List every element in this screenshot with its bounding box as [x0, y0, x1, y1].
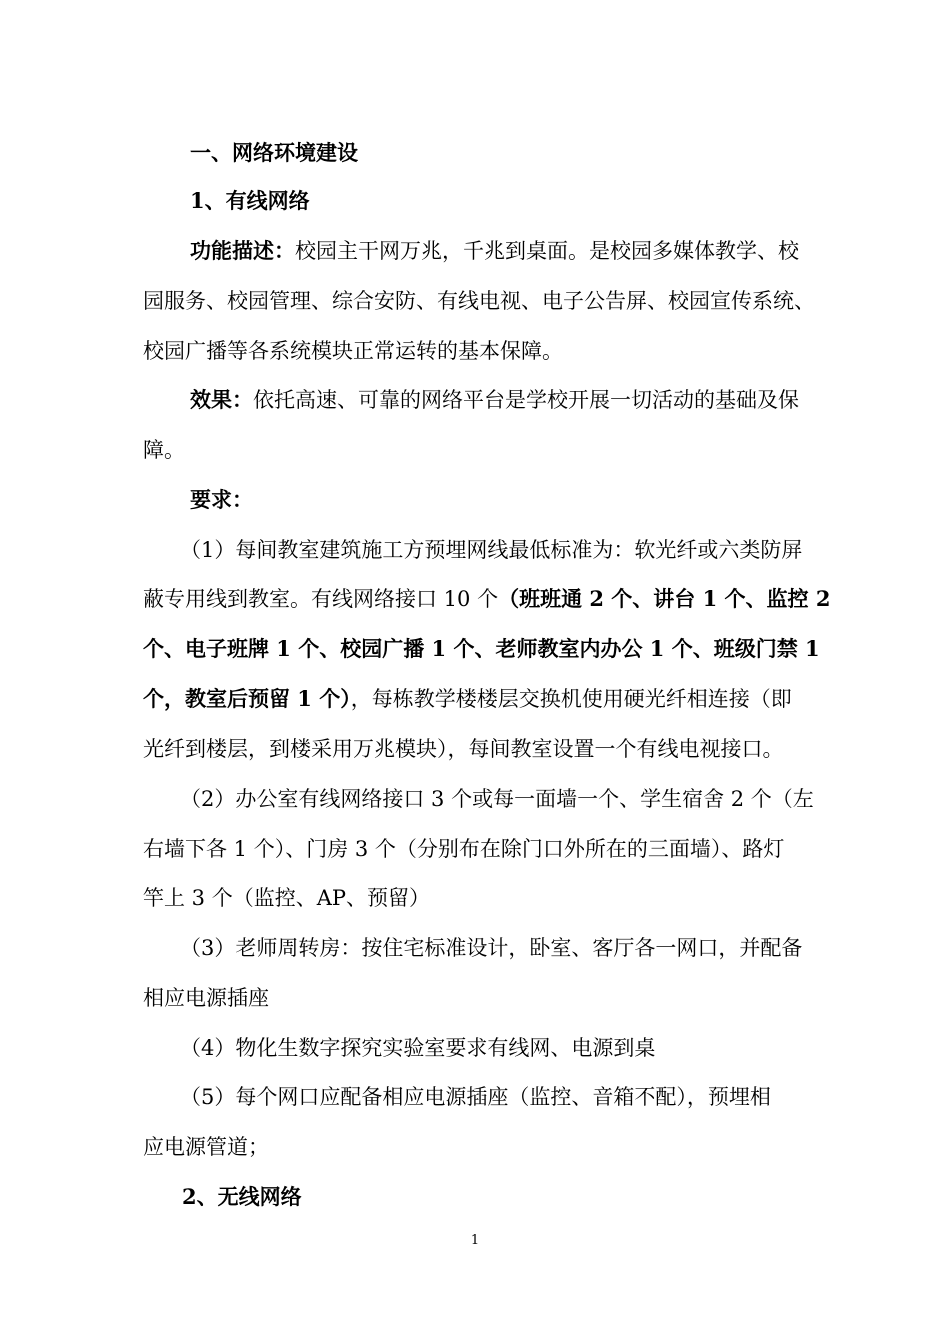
- requirement-3-line-2: 相应电源插座: [143, 986, 269, 1010]
- requirement-5-line-1: （5）每个网口应配备相应电源插座（监控、音箱不配），预埋相: [180, 1085, 771, 1109]
- subsection-heading-wireless: 2、无线网络: [182, 1184, 302, 1209]
- requirement-1-line-1: （1）每间教室建筑施工方预埋网线最低标准为：软光纤或六类防屏: [180, 538, 803, 562]
- function-description-line-2: 园服务、校园管理、综合安防、有线电视、电子公告屏、校园宣传系统、: [143, 289, 815, 313]
- page-number: 1: [470, 1233, 480, 1248]
- requirement-1-text-bold-end: 个，教室后预留 1 个）: [143, 686, 351, 711]
- function-description-label: 功能描述：: [190, 238, 295, 263]
- requirement-1-line-3: 个、电子班牌 1 个、校园广播 1 个、老师教室内办公 1 个、班级门禁 1: [143, 636, 820, 661]
- function-description-line-1: [190, 237, 799, 265]
- requirement-2-line-1: （2）办公室有线网络接口 3 个或每一面墙一个、学生宿舍 2 个（左: [180, 787, 814, 811]
- requirement-2-line-2: 右墙下各 1 个）、门房 3 个（分别布在除门口外所在的三面墙）、路灯: [143, 837, 785, 861]
- requirement-1-line-4: [143, 685, 792, 713]
- requirement-2-line-3: 竿上 3 个（监控、AP、预留）: [143, 886, 431, 910]
- function-description-line-3: 校园广播等各系统模块正常运转的基本保障。: [143, 339, 563, 363]
- requirements-label: 要求：: [190, 487, 253, 512]
- requirement-1-line-5: 光纤到楼层，到楼采用万兆模块），每间教室设置一个有线电视接口。: [143, 737, 784, 761]
- requirement-1-text-plain: 蔽专用线到教室。有线网络接口 10 个: [143, 587, 499, 611]
- effect-line-2: 障。: [143, 438, 185, 462]
- effect-text-1: 依托高速、可靠的网络平台是学校开展一切活动的基础及保: [253, 388, 799, 412]
- requirement-1-line-2: [143, 585, 830, 613]
- requirement-1-text-bold: （班班通 2 个、讲台 1 个、监控 2: [498, 586, 831, 611]
- section-heading: 一、网络环境建设: [190, 140, 358, 165]
- effect-line-1: [190, 386, 799, 414]
- requirement-5-line-2: 应电源管道；: [143, 1135, 269, 1159]
- requirement-4-line-1: （4）物化生数字探究实验室要求有线网、电源到桌: [180, 1036, 656, 1060]
- requirement-1-text-plain-end: ，每栋教学楼楼层交换机使用硬光纤相连接（即: [350, 687, 792, 711]
- requirement-3-line-1: （3）老师周转房：按住宅标准设计，卧室、客厅各一网口，并配备: [180, 936, 803, 960]
- subsection-heading-wired: 1、有线网络: [190, 188, 310, 213]
- effect-label: 效果：: [190, 387, 253, 412]
- function-description-text-1: 校园主干网万兆，千兆到桌面。是校园多媒体教学、校: [295, 239, 799, 263]
